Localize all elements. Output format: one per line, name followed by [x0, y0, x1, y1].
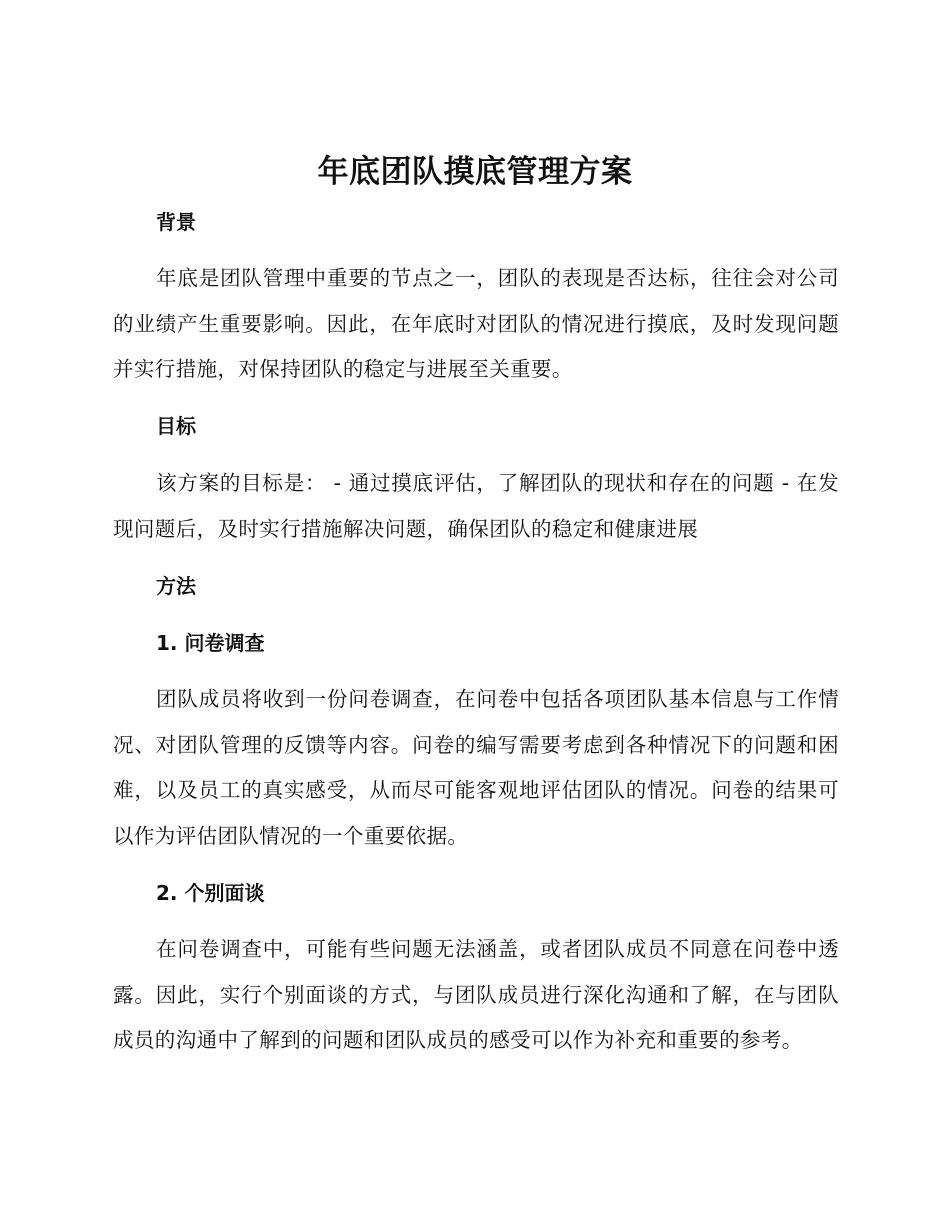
- section-heading-method: 方法: [156, 574, 196, 598]
- section-body-background: 年底是团队管理中重要的节点之一，团队的表现是否达标，往往会对公司的业绩产生重要影响。因此，在年底时对团队的情况进行摸底，及时发现问题并实行措施，对保持团队的稳定与进展至关重要。: [113, 266, 839, 381]
- section-body-goal: 该方案的目标是： - 通过摸底评估，了解团队的现状和存在的问题 - 在发现问题后，及时实行措施解决问题，确保团队的稳定和健康进展: [113, 471, 839, 541]
- section-heading-goal: 目标: [156, 414, 196, 438]
- section-body-interview: 在问卷调查中，可能有些问题无法涵盖，或者团队成员不同意在问卷中透露。因此，实行个别面谈的方式，与团队成员进行深化沟通和了解，在与团队成员的沟通中了解到的问题和团队成员的感受可以作为补充和重要的参考。: [113, 937, 839, 1052]
- section-heading-questionnaire: 1. 问卷调查: [156, 631, 265, 655]
- section-body-questionnaire: 团队成员将收到一份问卷调查，在问卷中包括各项团队基本信息与工作情况、对团队管理的反馈等内容。问卷的编写需要考虑到各种情况下的问题和困难，以及员工的真实感受，从而尽可能客观地评估团队的情况。问卷的结果可以作为评估团队情况的一个重要依据。: [113, 687, 839, 848]
- document-title: 年底团队摸底管理方案: [317, 154, 633, 190]
- section-heading-background: 背景: [156, 210, 196, 234]
- section-heading-interview: 2. 个别面谈: [156, 881, 265, 905]
